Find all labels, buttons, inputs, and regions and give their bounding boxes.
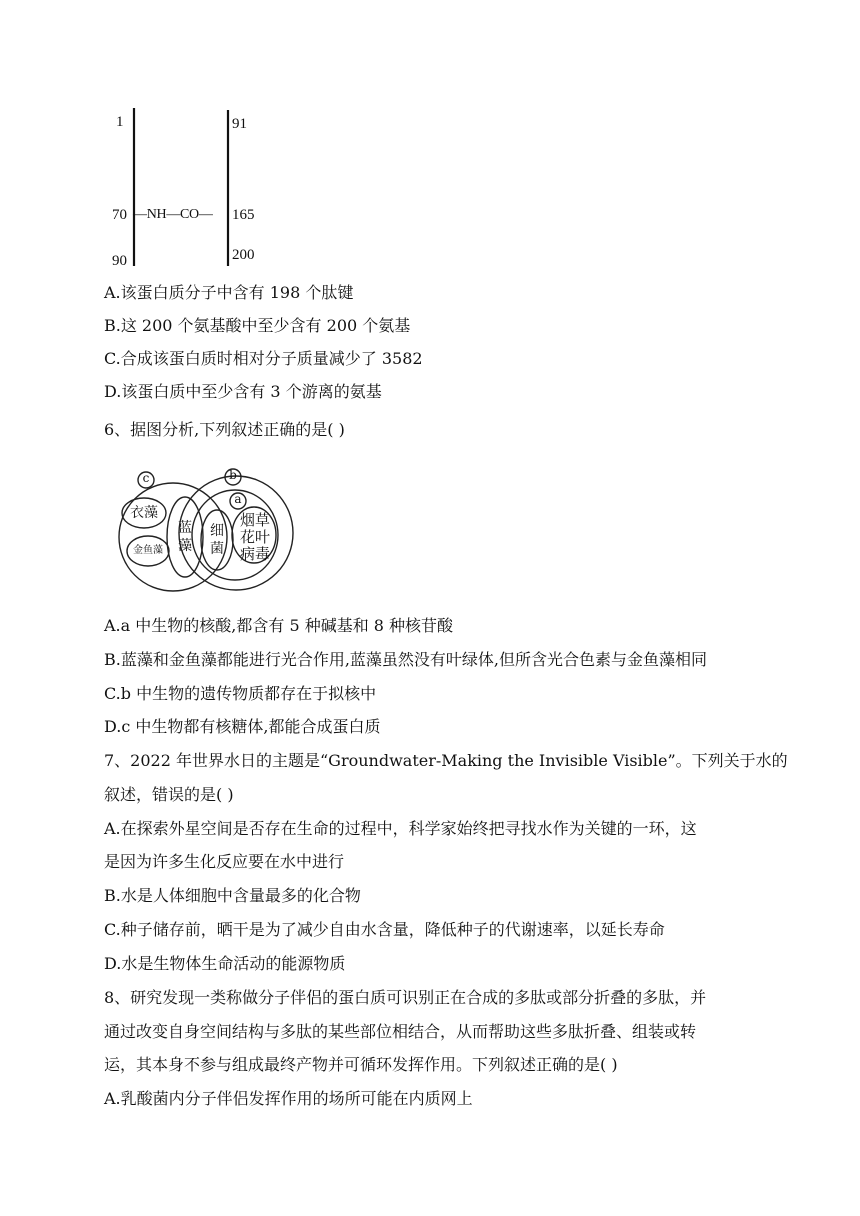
q8-stem-line-2: 通过改变自身空间结构与多肽的某些部位相结合，从而帮助这些多肽折叠、组装或转 <box>104 1022 697 1041</box>
q7-option-c: C.种子储存前，晒干是为了减少自由水含量，降低种子的代谢速率，以延长寿命 <box>104 920 665 939</box>
q5-option-c: C.合成该蛋白质时相对分子质量减少了 3582 <box>104 349 423 368</box>
label-virus-2: 花叶 <box>239 528 270 546</box>
venn-diagram <box>113 465 298 597</box>
q7-option-a-line-1: A.在探索外星空间是否存在生命的过程中，科学家始终把寻找水作为关键的一环，这 <box>104 819 697 838</box>
label-lanzao-2: 藻 <box>178 538 192 554</box>
label-xijun-1: 细 <box>210 523 224 539</box>
q6-option-a: A.a 中生物的核酸,都含有 5 种碱基和 8 种核苷酸 <box>104 616 454 635</box>
q6-option-c: C.b 中生物的遗传物质都存在于拟核中 <box>104 684 377 703</box>
q6-option-d: D.c 中生物都有核糖体,都能合成蛋白质 <box>104 717 381 736</box>
label-virus-1: 烟草 <box>239 511 270 529</box>
q7-option-a-line-2: 是因为许多生化反应要在水中进行 <box>104 852 345 871</box>
q8-option-a: A.乳酸菌内分子伴侣发挥作用的场所可能在内质网上 <box>104 1089 473 1108</box>
protein-chain-diagram <box>108 104 278 272</box>
q8-stem-line-1: 8、研究发现一类称做分子伴侣的蛋白质可识别正在合成的多肽或部分折叠的多肽，并 <box>104 988 707 1007</box>
q5-option-a: A.该蛋白质分子中含有 198 个肽键 <box>104 283 354 302</box>
label-residue-1: 1 <box>116 114 124 130</box>
label-residue-200: 200 <box>232 247 255 263</box>
q7-option-d: D.水是生物体生命活动的能源物质 <box>104 954 346 973</box>
xijun-ellipse <box>201 510 233 570</box>
label-residue-90: 90 <box>112 253 127 269</box>
q8-stem-line-3: 运，其本身不参与组成最终产物并可循环发挥作用。下列叙述正确的是( ) <box>104 1055 618 1074</box>
label-b: b <box>229 468 237 482</box>
q6-option-b: B.蓝藻和金鱼藻都能进行光合作用,蓝藻虽然没有叶绿体,但所含光合色素与金鱼藻相同 <box>104 650 708 669</box>
label-lanzao-1: 蓝 <box>178 520 192 536</box>
label-virus-3: 病毒 <box>239 545 270 563</box>
label-c: c <box>142 471 150 485</box>
peptide-bond-label: —NH—CO— <box>133 207 213 222</box>
q7-option-b: B.水是人体细胞中含量最多的化合物 <box>104 886 361 905</box>
q5-option-b: B.这 200 个氨基酸中至少含有 200 个氨基 <box>104 316 411 335</box>
q7-stem-line-2: 叙述，错误的是( ) <box>104 785 234 804</box>
label-a: a <box>234 492 242 506</box>
label-jinyuzao: 金鱼藻 <box>133 545 163 556</box>
label-residue-165: 165 <box>232 207 255 223</box>
label-residue-70: 70 <box>112 207 127 223</box>
q6-stem: 6、据图分析,下列叙述正确的是( ) <box>104 420 345 439</box>
label-residue-91: 91 <box>232 116 247 132</box>
q5-option-d: D.该蛋白质中至少含有 3 个游离的氨基 <box>104 382 382 401</box>
label-xijun-2: 菌 <box>210 541 224 557</box>
label-yizao: 衣藻 <box>130 505 158 521</box>
q7-stem-line-1: 7、2022 年世界水日的主题是“Groundwater-Making the Invisible Visible”。下列关于水的 <box>104 751 788 770</box>
